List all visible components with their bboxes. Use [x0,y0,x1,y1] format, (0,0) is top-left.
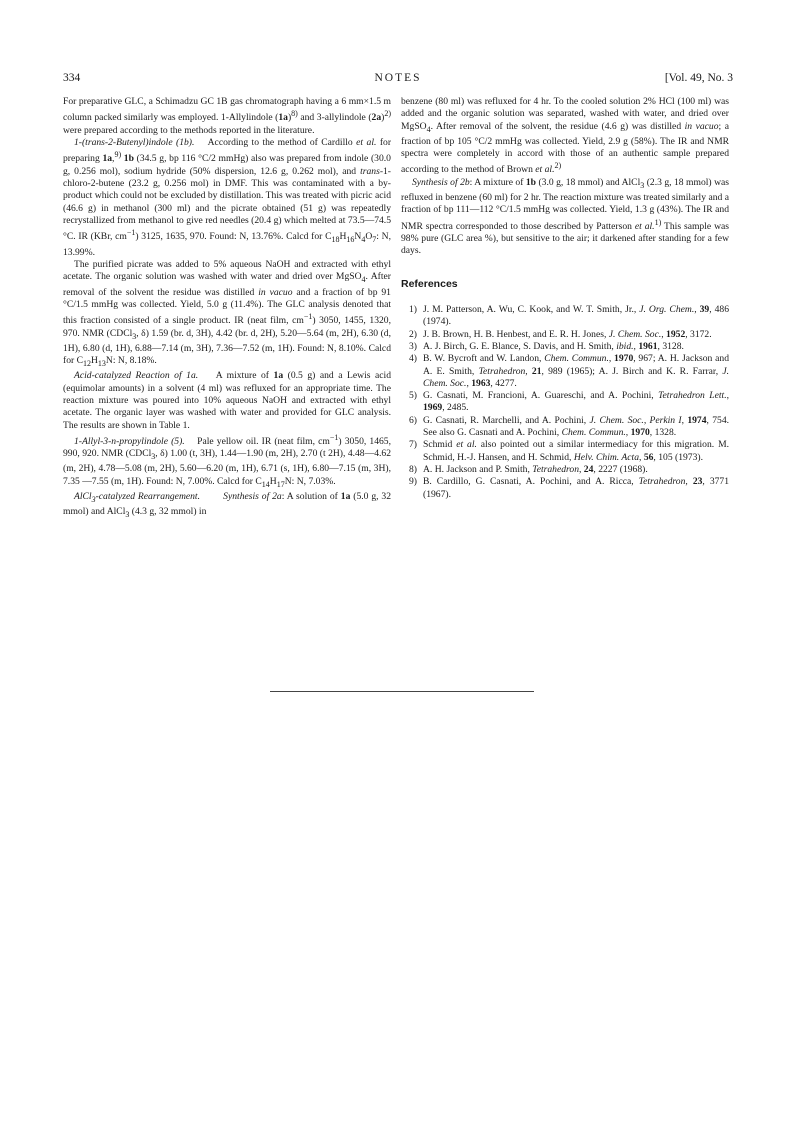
reference-number: 3) [409,340,417,352]
page-number: 334 [63,72,81,84]
right-column-paragraphs [401,96,729,258]
reference-text: G. Casnati, R. Marchelli, and A. Pochini, J. Chem. Soc., Perkin I, 1974, 754. See also G. Casnati and A. Pochini, Chem. Commun., 1970, 1328. [423,414,730,439]
paragraph-p8: Synthesis of 2b: A mixture of 1b (3.0 g, 18 mmol) and AlCl$_3$ (2.3 g, 18 mmol) was refluxed in benzene (60 ml) for 2 hr. The reaction mixture was treated similarly and a fraction of bp 111—112 °C/1.5 mmHg was collected. Yield, 1.3 g (43%). The IR and NMR spectra corresponded to those described by Patterson et al.$^{1)}$ This sample was 98% pure (GLC area %), but sensitive to the air; it darkened after standing for a few days. [401,176,729,257]
reference-item [401,415,729,440]
reference-text: A. H. Jackson and P. Smith, Tetrahedron, 24, 2227 (1968). [423,463,648,475]
paragraph-p4: Acid-catalyzed Reaction of 1a. A mixture of 1a (0.5 g) and a Lewis acid (equimolar amounts) in a solvent (4 ml) was refluxed for an appropriate time. The reaction mixture was poured into 10% aqueous NaOH and extracted with ethyl acetate. The organic layer was washed with water and provided for GLC analysis. The results are shown in Table 1. [63,370,391,431]
paragraph-p2: 1-(trans-2-Butenyl)indole (1b). According to the method of Cardillo et al. for preparing 1a,$^{9)}$ 1b (34.5 g, bp 116 °C/2 mmHg) also was prepared from indole (30.0 g, 0.256 mol), sodium hydride (50% dispersion, 12.6 g, 0.262 mol), and trans-1-chloro-2-butene (23.2 g, 0.256 mol) in DMF. This was contaminated with a by-product which could not be excluded by distillation. This was treated with picric acid (46.6 g) in methanol (300 ml) and the picrate obtained (51 g) was repeatedly recrystallized from methanol to give red needles (20.4 g) which melted at 73.5—74.5 °C. IR (KBr, $cm^{-1}$) 3125, 1635, 970. Found: N, 13.76%. Calcd for $C_{18}H_{16}N_4O_7$: N, 13.99%. [63,137,392,258]
paragraph-p6: AlCl$_3$-catalyzed Rearrangement. Synthesis of 2a: A solution of 1a (5.0 g, 32 mmol) and AlCl$_3$ (4.3 g, 32 mmol) in [63,490,392,520]
reference-text: Schmid et al. also pointed out a similar intermediacy for this migration. M. Schmid, H.-J. Hansen, and H. Schmid, Helv. Chim. Acta, 56, 105 (1973). [423,439,729,463]
reference-number: 9) [409,476,417,488]
reference-number: 7) [409,439,417,451]
reference-text: B. W. Bycroft and W. Landon, Chem. Commun., 1970, 967; A. H. Jackson and A. E. Smith, Tetrahedron, 21, 989 (1965); A. J. Birch and K. R. Farrar, J. Chem. Soc., 1963, 4277. [423,353,730,389]
reference-text: J. M. Patterson, A. Wu, C. Kook, and W. T. Smith, Jr., J. Org. Chem., 39, 486 (1974). [423,304,730,328]
paragraph-p5: 1-Allyl-3-n-propylindole (5). Pale yellow oil. IR (neat film, $cm^{-1}$) 3050, 1465, 990, 920. NMR (CDCl$_3$, δ) 1.00 (t, 3H), 1.44—1.90 (m, 2H), 2.70 (t 2H), 4.48—4.62 (m, 2H), 4.78—5.08 (m, 2H), 5.60—6.20 (m, 1H), 6.71 (s, 1H), 6.80—7.15 (m, 3H), 7.35 —7.55 (m, 1H). Found: N, 7.00%. Calcd for $C_{14}H_{17}N$: N, 7.03%. [63,432,391,489]
left-column [63,96,391,521]
paragraph-p3: The purified picrate was added to 5% aqueous NaOH and extracted with ethyl acetate. The organic solution was washed with water and dried over MgSO$_4$. After removal of the solvent the residue was distilled in vacuo and a fraction of bp 91 °C/1.5 mmHg was collected. Yield, 5.0 g (11.4%). The GLC analysis denoted that this fraction consisted of a single product. IR (neat film, $cm^{-1}$) 3050, 1455, 1320, 970. NMR (CDCl$_3$, δ) 1.59 (br. d, 3H), 4.42 (br. d, 2H), 5.20—5.64 (m, 2H), 6.30 (d, 1H), 6.80 (d, 1H), 6.88—7.14 (m, 3H), 7.36—7.52 (m, 1H). Found: N, 8.10%. Calcd for $C_{12}H_{13}N$: N, 8.18%. [63,259,391,369]
end-rule [270,691,534,692]
reference-text: B. Cardillo, G. Casnati, A. Pochini, and A. Ricca, Tetrahedron, 23, 3771 (1967). [423,476,730,500]
right-column [401,96,729,501]
reference-item [401,304,729,329]
section-title: NOTES [374,72,422,84]
reference-text: J. B. Brown, H. B. Henbest, and E. R. H. Jones, J. Chem. Soc., 1952, 3172. [423,328,712,340]
reference-item [401,439,729,464]
reference-item [401,341,729,353]
references-heading: References [401,277,458,290]
reference-number: 5) [409,390,417,402]
paragraph-p7: benzene (80 ml) was refluxed for 4 hr. To the cooled solution 2% HCl (100 ml) was added and the organic solution was separated, washed with water, and dried over MgSO$_4$. After removal of the solvent, the residue (4.6 g) was distilled in vacuo; a fraction of bp 105 °C/2 mmHg was collected. Yield, 2.9 g (58%). The IR and NMR spectra were completely in accord with those of an authentic sample prepared according to the method of Brown et al.$^{2)}$ [401,96,729,176]
reference-number: 6) [409,414,417,426]
reference-item [401,353,729,390]
page-header [63,72,733,88]
references-list [401,304,729,501]
reference-text: A. J. Birch, G. E. Blance, S. Davis, and H. Smith, ibid., 1961, 3128. [423,340,684,352]
journal-volume: [Vol. 49, No. 3 [664,72,733,84]
reference-number: 8) [409,463,417,475]
reference-item [401,329,729,341]
reference-item [401,476,729,501]
reference-number: 2) [409,328,417,340]
reference-number: 4) [409,353,417,365]
paragraph-p1: For preparative GLC, a Schimadzu GC 1B gas chromatograph having a 6 mm×1.5 m column packed similarly was employed. 1-Allylindole $(1a)^{8)}$ and 3-allylindole $(2a)^{2)}$ were prepared according to the methods reported in the literature. [63,96,391,136]
reference-item [401,464,729,476]
reference-number: 1) [409,304,417,316]
reference-text: G. Casnati, M. Francioni, A. Guareschi, and A. Pochini, Tetrahedron Lett., 1969, 2485. [423,390,730,414]
reference-item [401,390,729,415]
